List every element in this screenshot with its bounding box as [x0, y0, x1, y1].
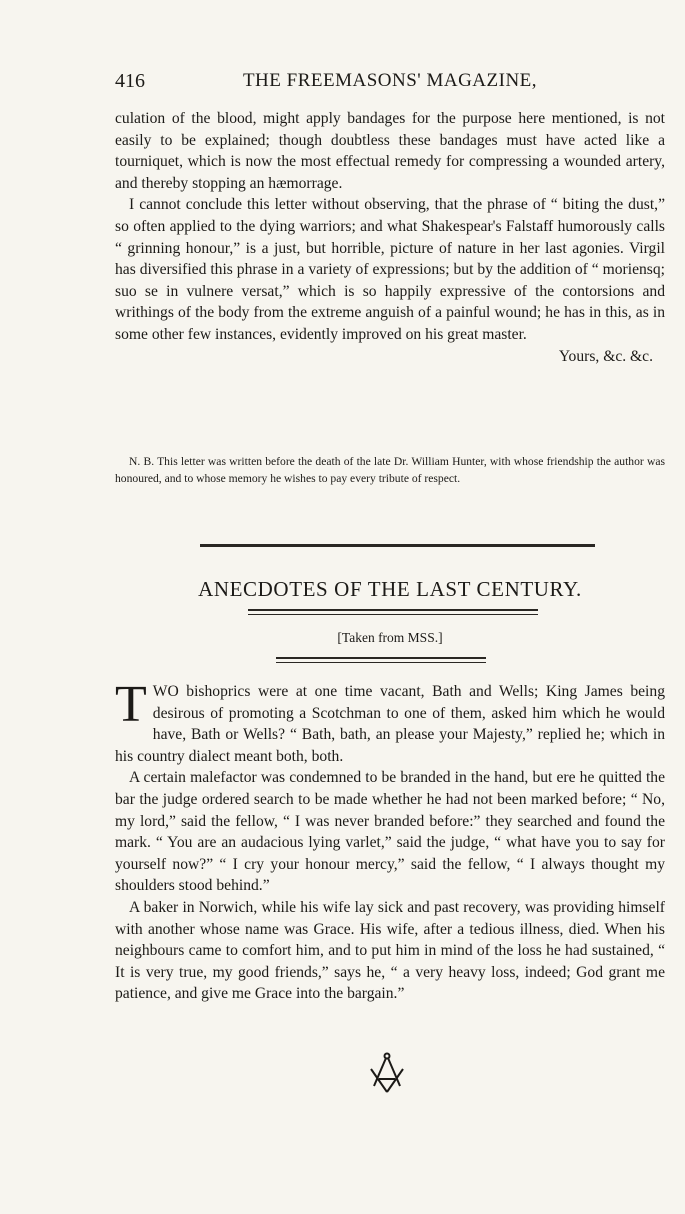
anecdote-paragraph: A certain malefactor was condemned to be branded in the hand, but ere he quitted the bar the judge ordered search to be made whether he had not been marked before; “ No, my lord,” said the fellow, “ I was never branded before:” they searched and found the mark. “ You are an audacious lying varlet,” said the judge, “ what have you to say for yourself now?” “ I cry your honour mercy,” said the fellow, “ I always thought my shoulders stood behind.”: [115, 769, 665, 895]
letter-paragraph: culation of the blood, might apply bandages for the purpose here mentioned, is not easily to be explained; though doubtless these bandages must have acted like a tourniquet, which is now the most effectual remedy for compressing a wounded artery, and thereby stopping an hæmorrage.: [115, 110, 665, 192]
subtitle-underline-thin: [276, 662, 486, 663]
article-subtitle: [Taken from MSS.]: [337, 630, 443, 645]
page-number: 416: [115, 70, 145, 92]
anecdotes-body: [115, 676, 665, 1005]
letter-paragraph: I cannot conclude this letter without observing, that the phrase of “ biting the dust,” so often applied to the dying warriors; and what Shakespear's Falstaff humorously calls “ grinning honour,” is a just, but horrible, picture of nature in her last agonies. Virgil has diversified this phrase in a variety of expressions; but by the addition of “ moriensq; suo se in vulnere versat,” which is so happily expressive of the contorsions and writhings of the body from the extreme anguish of a painful wound; he has in this, as in some other few instances, evidently improved on his great master.: [115, 196, 665, 343]
anecdote-first-text: WO bishoprics were at one time vacant, Bath and Wells; King James being desirous of promoting a Scotchman to one of them, asked him which he would have, Bath or Wells? “ Bath, bath, an please your Majesty,” replied he; which in his country dialect meant both, both.: [115, 683, 665, 765]
page-header: [115, 70, 665, 98]
footnote: N. B. This letter was written before the death of the late Dr. William Hunter, with whose friendship the author was honoured, and to whose memory he wishes to pay every tribute of respect.: [115, 455, 665, 485]
anecdote-paragraph: [115, 676, 665, 767]
title-underline-thin: [248, 614, 538, 615]
subtitle-underline: [276, 657, 486, 659]
square-and-compasses-icon: [369, 1052, 405, 1096]
letter-body: [115, 108, 665, 367]
article-title: ANECDOTES OF THE LAST CENTURY.: [198, 577, 582, 601]
running-title: THE FREEMASONS' MAGAZINE,: [242, 70, 538, 91]
drop-cap: T: [115, 676, 147, 733]
letter-signoff: Yours, &c. &c.: [558, 347, 653, 365]
title-underline: [248, 609, 538, 611]
section-divider: [200, 544, 595, 547]
anecdote-paragraph: A baker in Norwich, while his wife lay sick and past recovery, was providing himself with another whose name was Grace. His wife, after a tedious illness, died. When his neighbours came to comfort him, and to put him in mind of the loss he had sustained, “ It is very true, my good friends,” says he, “ a very heavy loss, indeed; God grant me patience, and give me Grace into the bargain.”: [115, 898, 665, 1003]
